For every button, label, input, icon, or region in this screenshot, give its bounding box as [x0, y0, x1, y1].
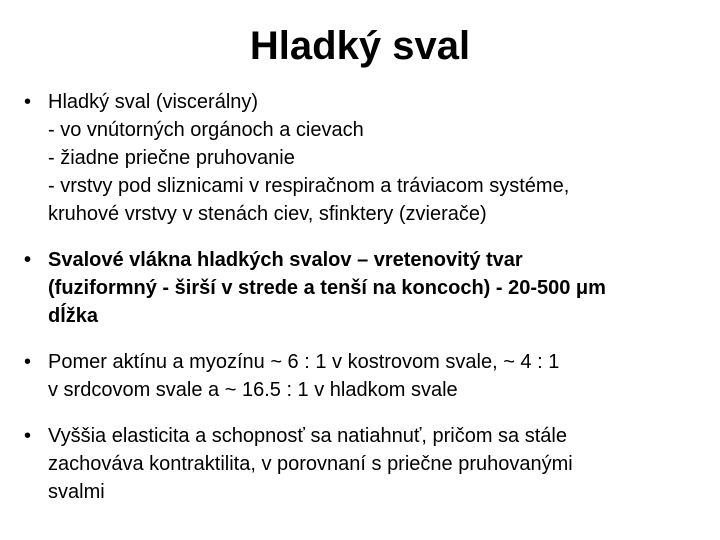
bullet-text-line: v srdcovom svale a ~ 16.5 : 1 v hladkom svale	[48, 379, 458, 401]
bullet-item-elasticity	[22, 422, 702, 506]
bullet-item-muscle-fibers	[22, 246, 702, 330]
bullet-text-line: - žiadne priečne pruhovanie	[48, 147, 295, 169]
bullet-item-smooth-muscle	[22, 88, 702, 228]
bullet-icon: •	[24, 91, 32, 113]
bullet-text-line: zachováva kontraktilita, v porovnaní s priečne pruhovanými	[48, 453, 573, 475]
bullet-icon: •	[24, 425, 32, 447]
bullet-text-line: Pomer aktínu a myozínu ~ 6 : 1 v kostrovom svale, ~ 4 : 1	[48, 351, 560, 373]
bullet-text-line: kruhové vrstvy v stenách ciev, sfinktery (zvierače)	[48, 203, 487, 225]
bullet-text-line: Hladký sval (viscerálny)	[48, 91, 259, 113]
slide-title: Hladký sval	[249, 24, 471, 68]
bullet-text-line: - vo vnútorných orgánoch a cievach	[48, 119, 364, 141]
bullet-text-line: svalmi	[48, 481, 105, 503]
bullet-text-line: dĺžka	[48, 305, 99, 327]
bullet-text-line: (fuziformný - širší v strede a tenší na koncoch) - 20-500 μm	[48, 277, 606, 299]
bullet-list	[22, 88, 702, 524]
bullet-icon: •	[24, 249, 32, 271]
bullet-text-line: - vrstvy pod sliznicami v respiračnom a tráviacom systéme,	[48, 175, 570, 197]
bullet-text-line: Vyššia elasticita a schopnosť sa natiahnuť, pričom sa stále	[48, 425, 567, 447]
bullet-icon: •	[24, 351, 32, 373]
bullet-item-actin-myosin-ratio	[22, 348, 702, 404]
bullet-text-line: Svalové vlákna hladkých svalov – vretenovitý tvar	[48, 249, 523, 271]
